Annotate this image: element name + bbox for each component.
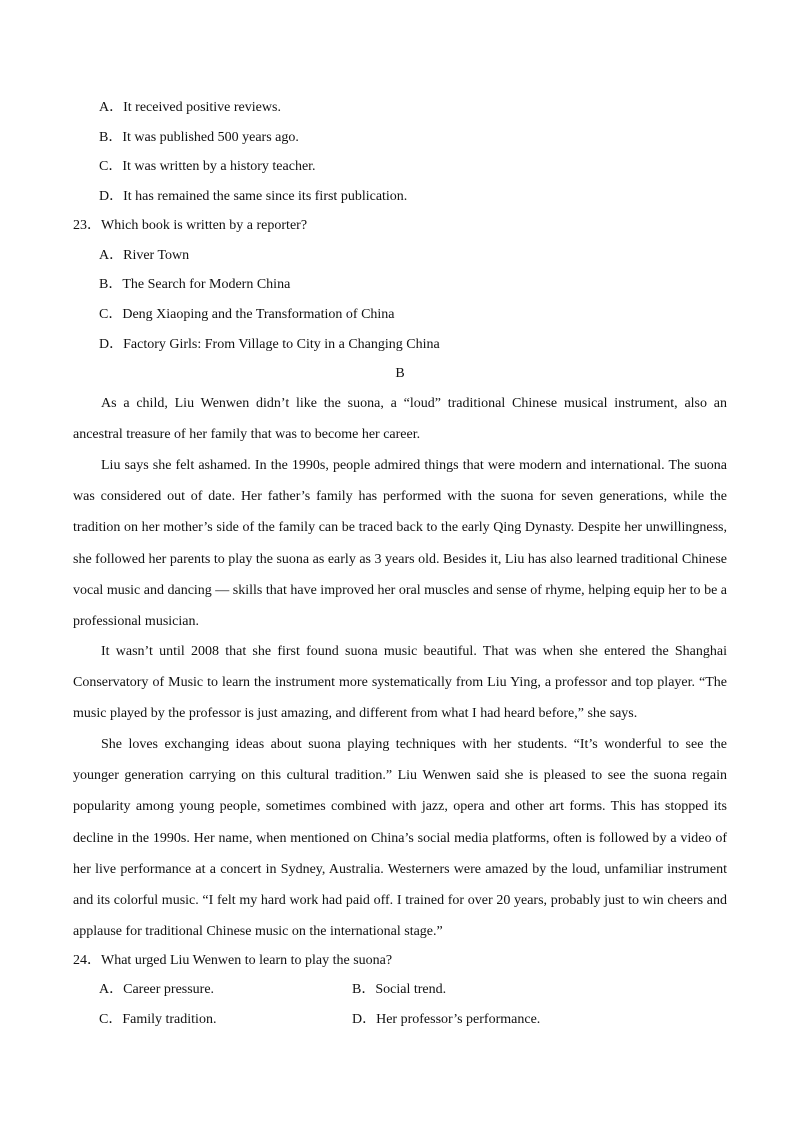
q22-option-b: B．It was published 500 years ago. [99,130,299,145]
q22-option-d: D．It has remained the same since its first publication. [99,189,408,204]
q23-option-d: D．Factory Girls: From Village to City in a Changing China [99,337,440,352]
q23-question: 23．Which book is written by a reporter? [73,218,308,233]
q24-question: 24．What urged Liu Wenwen to learn to play the suona? [73,953,393,968]
passage-paragraph-4: She loves exchanging ideas about suona playing techniques with her students. “It’s wonderful to see the younger generation carrying on this cultural tradition.” Liu Wenwen said she is pleased to see the suona regain popularity among young people, sometimes combined with jazz, opera and other art forms. This has stopped its decline in the 1990s. Her name, when mentioned on China’s social media platforms, often is followed by a video of her live performance at a concert in Sydney, Australia. Westerners were amazed by the loud, unfamiliar instrument and its colorful music. “I felt my hard work had paid off. I trained for over 20 years, probably just to win cheers and applause for traditional Chinese music on the international stage.” [73,737,727,940]
q24-option-a: A．Career pressure. [99,982,215,997]
passage-paragraph-1: As a child, Liu Wenwen didn’t like the suona, a “loud” traditional Chinese musical instrument, also an ancestral treasure of her family that was to become her career. [73,396,727,443]
q23-option-a: A．River Town [99,248,190,263]
q24-option-c: C．Family tradition. [99,1012,217,1027]
q22-option-c: C．It was written by a history teacher. [99,159,316,174]
passage-paragraph-2: Liu says she felt ashamed. In the 1990s, people admired things that were modern and international. The suona was considered out of date. Her father’s family has performed with the suona for seven generations, while the tradition on her mother’s side of the family can be traced back to the early Qing Dynasty. Despite her unwillingness, she followed her parents to play the suona as early as 3 years old. Besides it, Liu has also learned traditional Chinese vocal music and dancing — skills that have improved her oral muscles and sense of rhyme, helping equip her to be a professional musician. [73,458,727,630]
q24-option-d: D．Her professor’s performance. [352,1012,541,1027]
q23-option-b: B．The Search for Modern China [99,277,291,292]
passage-paragraph-3: It wasn’t until 2008 that she first found suona music beautiful. That was when she entered the Shanghai Conservatory of Music to learn the instrument more systematically from Liu Ying, a professor and top player. “The music played by the professor is just amazing, and different from what I had heard before,” she says. [73,644,727,722]
section-heading: B [395,366,405,381]
q23-option-c: C．Deng Xiaoping and the Transformation of China [99,307,395,322]
q22-option-a: A．It received positive reviews. [99,100,281,115]
q24-option-b: B．Social trend. [352,982,447,997]
